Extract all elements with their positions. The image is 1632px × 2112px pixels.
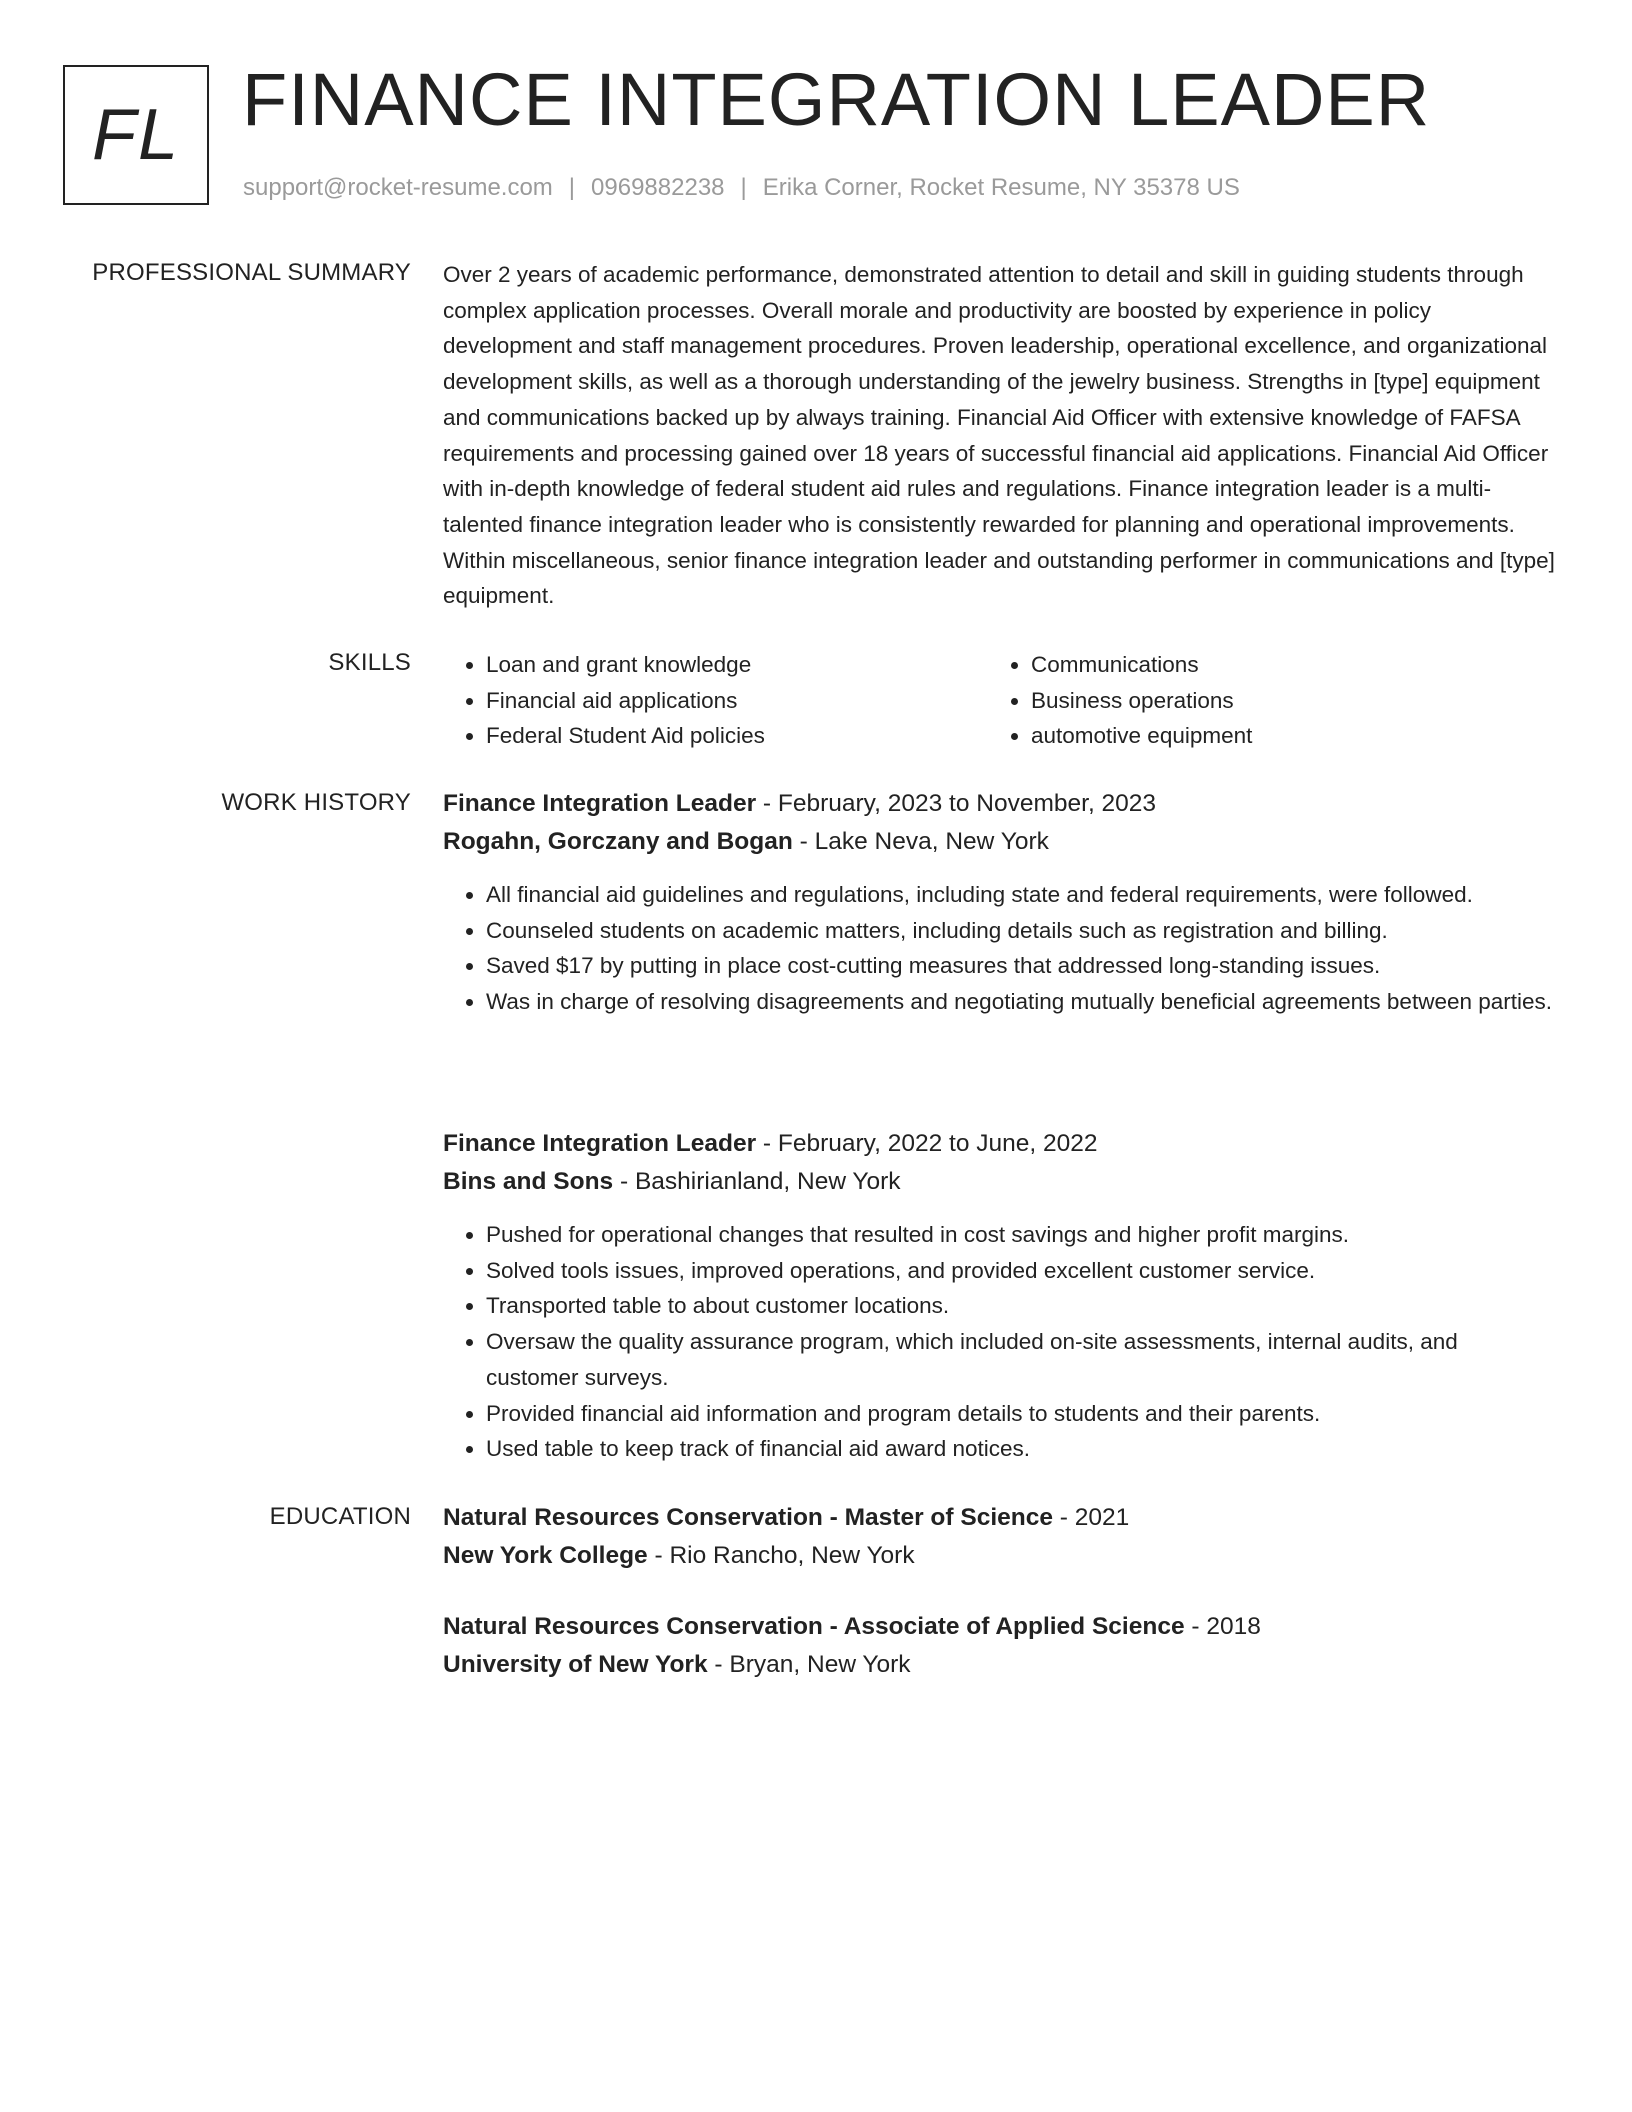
contact-line	[243, 172, 1240, 204]
job-company-line	[443, 1163, 1555, 1201]
edu-year: - 2021	[1052, 1504, 1130, 1531]
skill-item: • Communications	[1031, 647, 1533, 683]
job-bullet: • Was in charge of resolving disagreements and negotiating mutually beneficial agreements between parties.	[486, 984, 1555, 1020]
job-bullet: • Provided financial aid information and program details to students and their parents.	[486, 1396, 1555, 1432]
job-entry	[443, 785, 1555, 1020]
skills-section	[443, 647, 1555, 754]
skill-item: • Federal Student Aid policies	[486, 718, 988, 754]
job-title-line	[443, 1125, 1555, 1163]
job-title: Finance Integration Leader	[443, 790, 757, 817]
job-title: Finance Integration Leader	[443, 1130, 757, 1157]
job-bullet: • Counseled students on academic matters, including details such as registration and billing.	[486, 913, 1555, 949]
job-bullet: • Saved $17 by putting in place cost-cutting measures that addressed long-standing issues.	[486, 948, 1555, 984]
contact-email: support@rocket-resume.com	[243, 174, 553, 201]
edu-school: New York College	[443, 1542, 648, 1569]
section-label-education: EDUCATION	[269, 1503, 411, 1530]
job-bullet: • Solved tools issues, improved operations, and provided excellent customer service.	[486, 1253, 1555, 1289]
skill-item: • Loan and grant knowledge	[486, 647, 988, 683]
skill-item: • automotive equipment	[1031, 718, 1533, 754]
skills-list-left	[443, 647, 988, 754]
job-bullets	[443, 877, 1555, 1020]
section-label-work-history: WORK HISTORY	[221, 789, 411, 816]
edu-degree: Natural Resources Conservation - Master of Science	[443, 1504, 1053, 1531]
job-bullet: • Oversaw the quality assurance program, which included on-site assessments, internal audits, and customer surveys.	[486, 1324, 1555, 1395]
job-bullet: • Transported table to about customer locations.	[486, 1288, 1555, 1324]
job-company-line	[443, 823, 1555, 861]
skills-list-right	[988, 647, 1533, 754]
job-location: - Lake Neva, New York	[792, 828, 1049, 855]
job-bullets	[443, 1217, 1555, 1467]
summary-text: Over 2 years of academic performance, demonstrated attention to detail and skill in guiding students through complex application processes. Overall morale and productivity are boosted by experience in policy development and staff management procedures. Proven leadership, operational excellence, and organizational development skills, as well as a thorough understanding of the jewelry business. Strengths in [type] equipment and communications backed up by always training. Financial Aid Officer with extensive knowledge of FAFSA requirements and processing gained over 18 years of successful financial aid applications. Financial Aid Officer with in-depth knowledge of federal student aid rules and regulations. Finance integration leader is a multi-talented finance integration leader who is consistently rewarded for planning and operational improvements. Within miscellaneous, senior finance integration leader and outstanding performer in communications and [type] equipment.	[443, 262, 1555, 609]
job-dates: - February, 2023 to November, 2023	[756, 790, 1157, 817]
contact-separator: |	[568, 174, 576, 201]
edu-school-line	[443, 1646, 1555, 1684]
edu-school: University of New York	[443, 1651, 708, 1678]
edu-degree-line	[443, 1499, 1555, 1537]
contact-phone: 0969882238	[591, 174, 725, 201]
section-label-summary: PROFESSIONAL SUMMARY	[92, 259, 411, 286]
edu-location: - Bryan, New York	[707, 1651, 911, 1678]
monogram-badge: FL	[63, 65, 209, 205]
job-entry	[443, 1125, 1555, 1467]
skill-item: • Financial aid applications	[486, 683, 988, 719]
education-entry	[443, 1499, 1555, 1575]
edu-degree-line	[443, 1608, 1555, 1646]
skill-item: • Business operations	[1031, 683, 1533, 719]
contact-address: Erika Corner, Rocket Resume, NY 35378 US	[762, 174, 1240, 201]
job-location: - Bashirianland, New York	[613, 1168, 901, 1195]
job-dates: - February, 2022 to June, 2022	[756, 1130, 1098, 1157]
section-label-skills: SKILLS	[328, 649, 411, 676]
job-bullet: • All financial aid guidelines and regulations, including state and federal requirements, were followed.	[486, 877, 1555, 913]
job-company: Rogahn, Gorczany and Bogan	[443, 828, 793, 855]
summary-section	[443, 257, 1555, 614]
edu-degree: Natural Resources Conservation - Associate of Applied Science	[443, 1613, 1185, 1640]
resume-title: FINANCE INTEGRATION LEADER	[242, 58, 1431, 141]
job-bullet: • Pushed for operational changes that resulted in cost savings and higher profit margins.	[486, 1217, 1555, 1253]
edu-location: - Rio Rancho, New York	[647, 1542, 915, 1569]
job-title-line	[443, 785, 1555, 823]
contact-separator: |	[740, 174, 747, 201]
education-entry	[443, 1608, 1555, 1684]
skills-grid	[443, 647, 1555, 754]
edu-school-line	[443, 1537, 1555, 1575]
job-bullet: • Used table to keep track of financial aid award notices.	[486, 1431, 1555, 1467]
job-company: Bins and Sons	[443, 1168, 614, 1195]
edu-year: - 2018	[1184, 1613, 1261, 1640]
